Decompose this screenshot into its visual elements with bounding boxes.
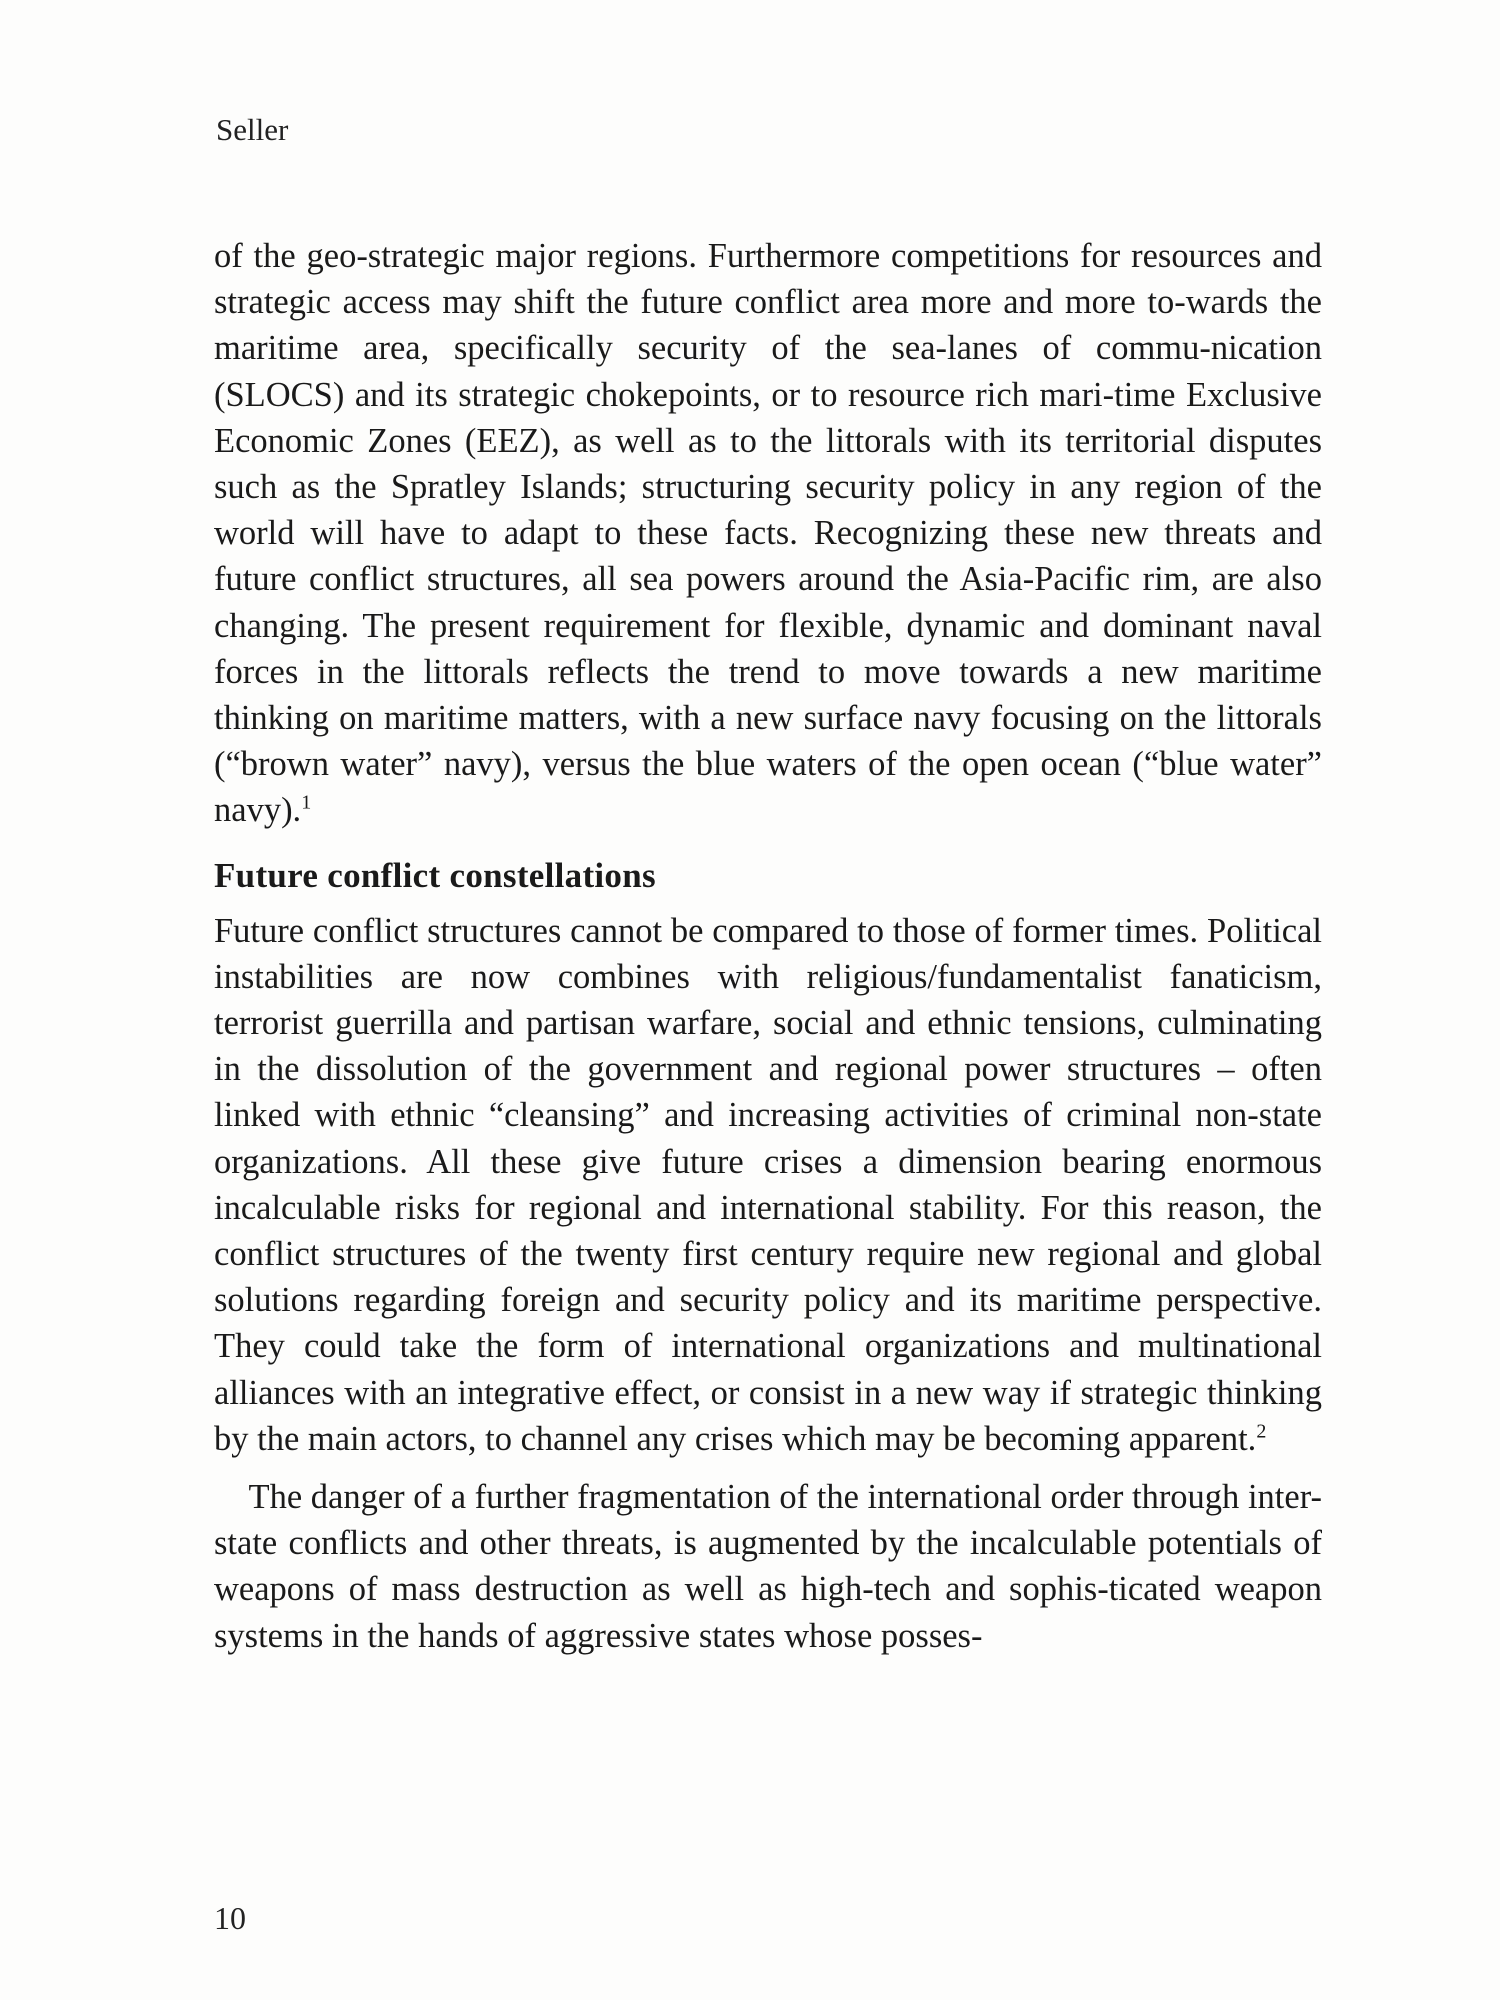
paragraph-3 xyxy=(214,1474,1322,1659)
footnote-ref-1: 1 xyxy=(301,791,312,814)
paragraph-1 xyxy=(214,233,1322,834)
running-head: Seller xyxy=(216,112,289,147)
paragraph-1-text: of the geo-strategic major regions. Furthermore competitions for resources and strategic access may shift the future conflict area more and more to-wards the maritime area, specifically security of the sea-lanes of commu-nication (SLOCS) and its strategic chokepoints, or to resource rich mari-time Exclusive Economic Zones (EEZ), as well as to the littorals with its territorial disputes such as the Spratley Islands; structuring security policy in any region of the world will have to adapt to these facts. Recognizing these new threats and future conflict structures, all sea powers around the Asia-Pacific rim, are also changing. The present requirement for flexible, dynamic and dominant naval forces in the littorals reflects the trend to move towards a new maritime thinking on maritime matters, with a new surface navy focusing on the littorals (“brown water” navy), versus the blue waters of the open ocean (“blue water” navy). xyxy=(214,237,1322,830)
page-number: 10 xyxy=(214,1900,246,1936)
paragraph-2 xyxy=(214,908,1322,1462)
footnote-ref-2: 2 xyxy=(1256,1420,1267,1443)
section-heading: Future conflict constellations xyxy=(214,855,656,895)
body-text xyxy=(214,233,1322,1659)
paragraph-3-text: The danger of a further fragmentation of the international order through inter-state conflicts and other threats, is augmented by the incalculable potentials of weapons of mass destruction as well as high-tech and sophis-ticated weapon systems in the hands of aggressive states whose posses- xyxy=(214,1478,1322,1655)
paragraph-2-text: Future conflict structures cannot be compared to those of former times. Political instabilities are now combines with religious/fundamentalist fanaticism, terrorist guerrilla and partisan warfare, social and ethnic tensions, culminating in the dissolution of the government and regional power structures – often linked with ethnic “cleansing” and increasing activities of criminal non-state organizations. All these give future crises a dimension bearing enormous incalculable risks for regional and international stability. For this reason, the conflict structures of the twenty first century require new regional and global solutions regarding foreign and security policy and its maritime perspective. They could take the form of international organizations and multinational alliances with an integrative effect, or consist in a new way if strategic thinking by the main actors, to channel any crises which may be becoming apparent. xyxy=(214,911,1322,1458)
